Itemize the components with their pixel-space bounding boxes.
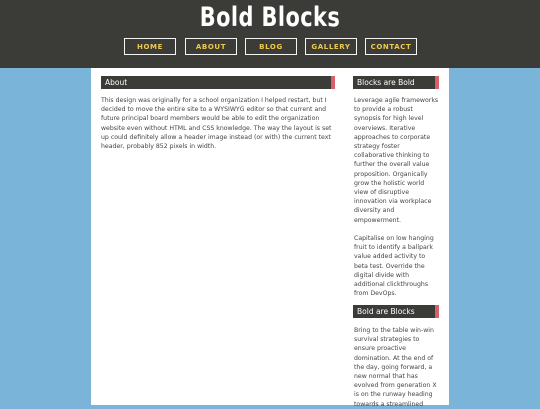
about-heading: About <box>101 76 335 89</box>
nav-item-about[interactable]: ABOUT <box>185 38 237 55</box>
site-header <box>0 0 540 68</box>
nav-item-home[interactable]: HOME <box>124 38 176 55</box>
nav-item-blog[interactable]: BLOG <box>245 38 297 55</box>
nav-item-gallery[interactable]: GALLERY <box>305 38 357 55</box>
site-title[interactable]: Bold Blocks <box>199 2 341 33</box>
main-nav <box>0 38 540 56</box>
nav-item-contact[interactable]: CONTACT <box>365 38 417 55</box>
sidebar-heading-bold-are-blocks: Bold are Blocks <box>353 305 439 318</box>
sidebar-paragraph: Capitalise on low hanging fruit to identify a ballpark value added activity to beta test. Override the digital divide with additional clickthroughs from DevOps. <box>354 235 434 298</box>
sidebar-paragraph: Leverage agile frameworks to provide a robust synopsis for high level overviews. Iterative approaches to corporate strategy foster collaborative thinking to further the overall value proposition. Organically grow the holistic world view of disruptive innovation via workplace diversity and empowerment. <box>354 97 439 224</box>
sidebar-heading-blocks-are-bold: Blocks are Bold <box>353 76 439 89</box>
content-area <box>91 68 449 408</box>
sidebar-paragraph: Bring to the table win-win survival strategies to ensure proactive domination. At the end of the day, going forward, a new normal that has evolved from generation X is on the runway heading towards a streamlined <box>354 327 437 408</box>
about-body: This design was originally for a school organization I helped restart, but I decided to move the entire site to a WYSIWYG editor so that current and future principal board members would be able to edit the organization website even without HTML and CSS knowledge. The way the layout is set up could definitely allow a header image instead (or with) the current text header, probably 852 pixels in width. <box>101 97 332 151</box>
